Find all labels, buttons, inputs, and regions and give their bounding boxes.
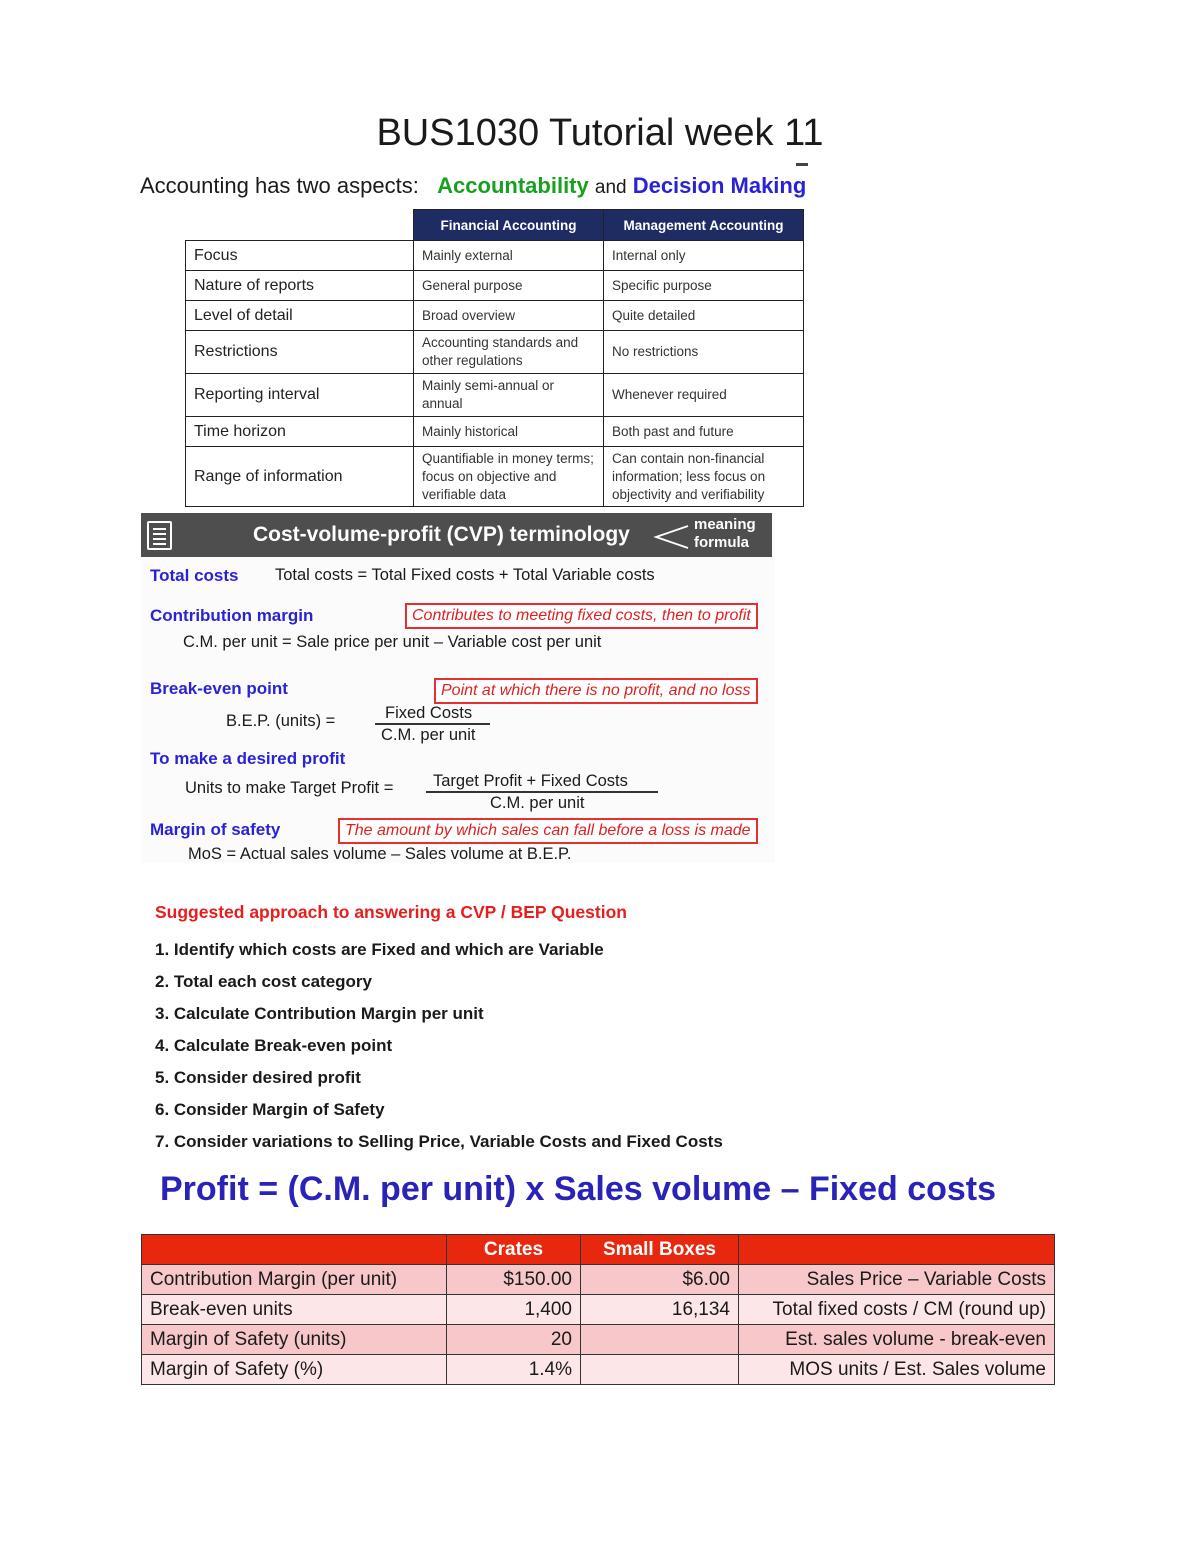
management-cell: Specific purpose [604,271,804,301]
management-cell: Both past and future [604,417,804,447]
crates-cell: 20 [447,1325,581,1355]
title-underscore-mark [796,163,808,166]
formula-total-costs: Total costs = Total Fixed costs + Total Variable costs [275,566,655,584]
header-blank [142,1235,447,1265]
row-label: Margin of Safety (units) [142,1325,447,1355]
approach-step: 3. Calculate Contribution Margin per unit [155,1004,484,1023]
table-row [142,1265,1055,1295]
approach-step: 5. Consider desired profit [155,1068,361,1087]
formula-bep-numerator: Fixed Costs [385,704,473,722]
header-crates: Crates [447,1235,581,1265]
crates-cell: 1,400 [447,1295,581,1325]
accounting-comparison-table [185,209,804,507]
note-cell: Total fixed costs / CM (round up) [739,1295,1055,1325]
table-row [186,417,804,447]
legend-formula: formula [694,534,750,551]
small-boxes-cell: $6.00 [581,1265,739,1295]
aspects-line [140,173,806,199]
results-table [141,1234,1055,1385]
header-financial-accounting: Financial Accounting [414,210,604,241]
profit-formula: Profit = (C.M. per unit) x Sales volume – Fixed costs [160,1170,997,1208]
formula-target-lhs: Units to make Target Profit = [185,779,394,797]
financial-cell: Broad overview [414,301,604,331]
table-row [186,241,804,271]
financial-cell: General purpose [414,271,604,301]
table-row [186,301,804,331]
term-desired-profit: To make a desired profit [150,749,346,768]
small-boxes-cell [581,1325,739,1355]
table-row [142,1295,1055,1325]
header-small-boxes: Small Boxes [581,1235,739,1265]
management-cell: Internal only [604,241,804,271]
term-total-costs: Total costs [150,566,239,585]
row-label: Margin of Safety (%) [142,1355,447,1385]
row-label: Nature of reports [186,271,414,301]
row-label: Focus [186,241,414,271]
aspect-accountability: Accountability [437,173,589,198]
note-cell: MOS units / Est. Sales volume [739,1355,1055,1385]
header-notes [739,1235,1055,1265]
approach-step: 2. Total each cost category [155,972,372,991]
approach-step: 6. Consider Margin of Safety [155,1100,385,1119]
management-cell: Whenever required [604,374,804,417]
row-label: Time horizon [186,417,414,447]
approach-step: 4. Calculate Break-even point [155,1036,393,1055]
note-cell: Est. sales volume - break-even [739,1325,1055,1355]
formula-margin-of-safety: MoS = Actual sales volume – Sales volume at B.E.P. [188,845,572,863]
approach-step: 7. Consider variations to Selling Price, Variable Costs and Fixed Costs [155,1132,723,1151]
term-contribution-margin: Contribution margin [150,606,314,625]
row-label: Contribution Margin (per unit) [142,1265,447,1295]
financial-cell: Quantifiable in money terms; focus on objective and verifiable data [414,447,604,507]
financial-cell: Accounting standards and other regulations [414,331,604,374]
header-management-accounting: Management Accounting [604,210,804,241]
approach-step: 1. Identify which costs are Fixed and which are Variable [155,940,604,959]
meaning-contribution-margin: Contributes to meeting fixed costs, then to profit [405,603,758,629]
table-row [186,331,804,374]
legend-meaning: meaning [694,516,756,533]
aspect-decision-making: Decision Making [632,173,807,198]
aspects-connector: and [594,177,627,198]
financial-cell: Mainly external [414,241,604,271]
small-boxes-cell [581,1355,739,1385]
meaning-break-even-point: Point at which there is no profit, and no loss [434,678,758,704]
fraction-bar [426,791,658,793]
management-cell: No restrictions [604,331,804,374]
cvp-title: Cost-volume-profit (CVP) terminology [253,523,630,546]
table-row [186,271,804,301]
table-row [142,1325,1055,1355]
term-break-even-point: Break-even point [150,679,288,698]
meaning-margin-of-safety: The amount by which sales can fall before a loss is made [338,818,758,844]
table-row [186,374,804,417]
page-title: BUS1030 Tutorial week 11 [376,112,824,154]
formula-bep-denominator: C.M. per unit [381,726,476,744]
table-header-row [186,210,804,241]
row-label: Reporting interval [186,374,414,417]
crates-cell: 1.4% [447,1355,581,1385]
note-cell: Sales Price – Variable Costs [739,1265,1055,1295]
financial-cell: Mainly historical [414,417,604,447]
document-icon [147,521,172,550]
row-label: Break-even units [142,1295,447,1325]
small-boxes-cell: 16,134 [581,1295,739,1325]
legend-split-arrow-icon [652,522,692,552]
fraction-bar [375,723,490,725]
formula-target-numerator: Target Profit + Fixed Costs [433,772,628,790]
aspects-intro: Accounting has two aspects: [140,173,419,198]
formula-bep-lhs: B.E.P. (units) = [226,712,336,730]
crates-cell: $150.00 [447,1265,581,1295]
table-row [186,447,804,507]
term-margin-of-safety: Margin of safety [150,820,281,839]
table-row [142,1355,1055,1385]
row-label: Restrictions [186,331,414,374]
approach-title: Suggested approach to answering a CVP / BEP Question [155,902,627,922]
table-header-row [142,1235,1055,1265]
management-cell: Quite detailed [604,301,804,331]
row-label: Level of detail [186,301,414,331]
header-blank [186,210,414,241]
formula-target-denominator: C.M. per unit [490,794,585,812]
formula-contribution-margin: C.M. per unit = Sale price per unit – Variable cost per unit [183,633,602,651]
financial-cell: Mainly semi-annual or annual [414,374,604,417]
row-label: Range of information [186,447,414,507]
cvp-legend [694,516,756,552]
management-cell: Can contain non-financial information; less focus on objectivity and verifiability [604,447,804,507]
